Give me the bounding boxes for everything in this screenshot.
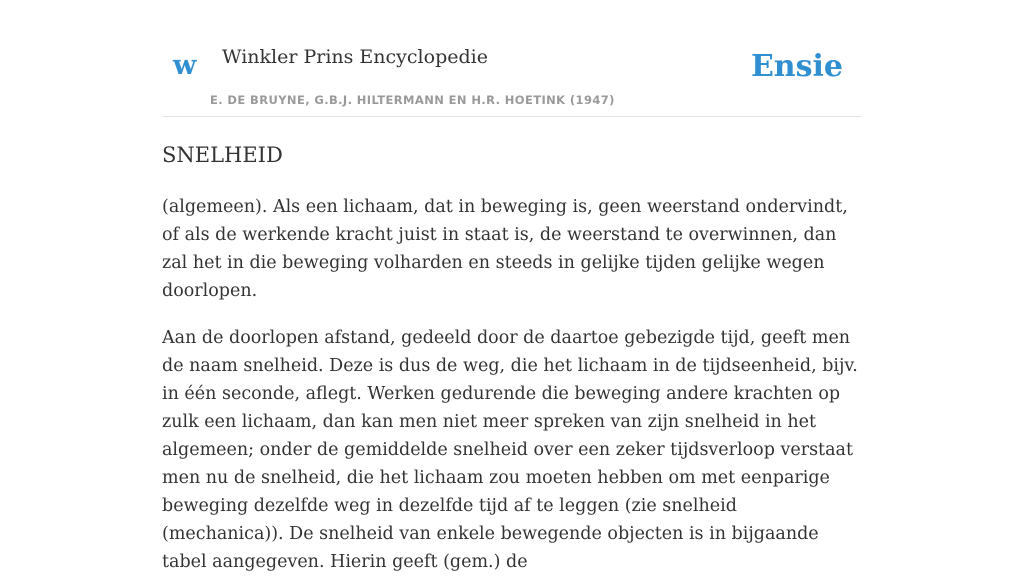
source-authors: E. DE BRUYNE, G.B.J. HILTERMANN EN H.R. HOETINK (1947) xyxy=(210,93,615,107)
source-logo[interactable]: w xyxy=(173,50,197,81)
source-title[interactable]: Winkler Prins Encyclopedie xyxy=(222,46,488,68)
article-paragraph: (algemeen). Als een lichaam, dat in beweging is, geen weerstand ondervindt, of als de werkende kracht juist in staat is, de weerstand te overwinnen, dan zal het in die beweging volharden en steeds in gelijke tijden gelijke wegen doorlopen. xyxy=(162,197,848,302)
brand-logo[interactable]: Ensie xyxy=(750,49,843,84)
source-header xyxy=(162,0,862,117)
article-paragraph: Aan de doorlopen afstand, gedeeld door de daartoe gebezigde tijd, geeft men de naam snelheid. Deze is dus de weg, die het lichaam in de tijdseenheid, bijv. in één seconde, aflegt. Werken gedurende die beweging andere krachten op zulk een lichaam, dan kan men niet meer spreken van zijn snelheid in het algemeen; onder de gemiddelde snelheid over een zeker tijdsverloop verstaat men nu de snelheid, die het lichaam zou moeten hebben om met eenparige beweging dezelfde weg in dezelfde tijd af te leggen (zie snelheid (mechanica)). De snelheid van enkele bewegende objecten is in bijgaande tabel aangegeven. Hierin geeft (gem.) de xyxy=(162,328,858,573)
page-container xyxy=(162,0,862,576)
article-headword: SNELHEID xyxy=(162,143,283,167)
